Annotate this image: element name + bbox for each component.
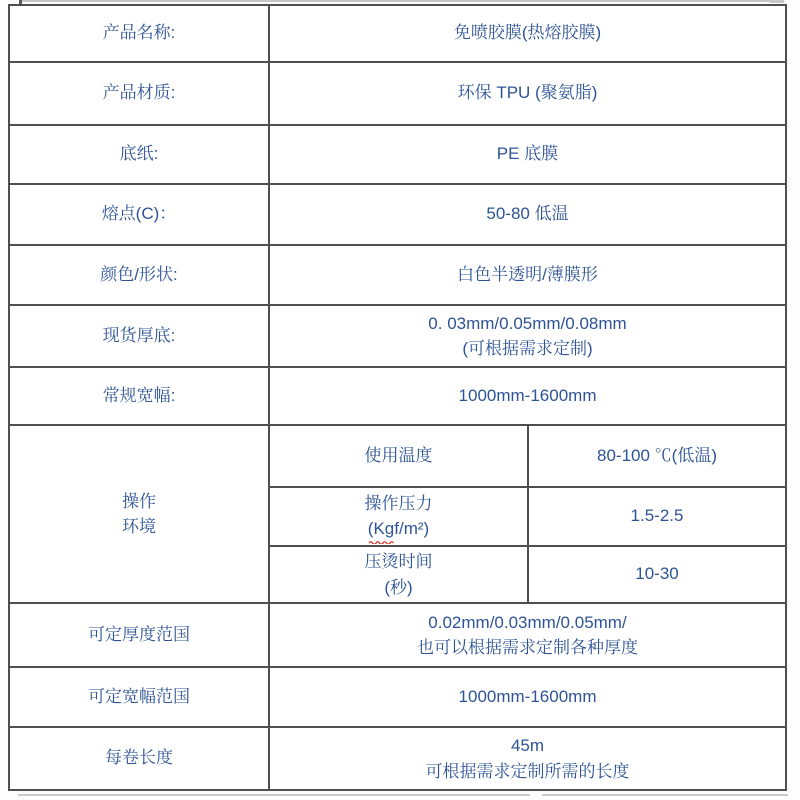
table-row-material xyxy=(9,62,786,125)
table-row-color-shape xyxy=(9,245,786,305)
table-row-custom-thickness xyxy=(9,603,786,667)
label-cell: 产品材质: xyxy=(9,62,269,125)
label-cell: 底纸: xyxy=(9,125,269,184)
label-cell: 产品名称: xyxy=(9,5,269,62)
value-cell: PE 底膜 xyxy=(269,125,786,184)
sub-label-cell xyxy=(269,487,528,546)
table-row-operation-temp xyxy=(9,425,786,487)
value-cell: 白色半透明/薄膜形 xyxy=(269,245,786,305)
label-cell: 常规宽幅: xyxy=(9,367,269,425)
cropped-bottom-row-line-right xyxy=(542,794,788,796)
cropped-bottom-row-line-left xyxy=(18,794,530,796)
sub-label-line2: (秒) xyxy=(384,577,413,597)
value-cell xyxy=(269,727,786,790)
product-spec-table xyxy=(8,4,787,791)
label-cell: 可定宽幅范国 xyxy=(9,667,269,727)
table-row-product-name xyxy=(9,5,786,62)
label-cell: 熔点(C)： xyxy=(9,184,269,245)
value-line1: 45m xyxy=(510,736,545,755)
value-cell: 50-80 低温 xyxy=(269,184,786,245)
value-line2: 也可以根据需求定制各种厚度 xyxy=(417,638,638,657)
value-cell: 1000mm-1600mm xyxy=(269,367,786,425)
sub-label-cell xyxy=(269,546,528,603)
table-row-custom-width xyxy=(9,667,786,727)
sub-label-line1: 操作压力 xyxy=(364,493,433,513)
sub-label-line2: (Kgf/m²) xyxy=(367,519,430,539)
value-line1: 0.02mm/0.03mm/0.05mm/ xyxy=(428,612,627,632)
operation-env-label-cell xyxy=(9,425,269,603)
label-cell: 现货厚底: xyxy=(9,305,269,367)
cropped-top-row-line xyxy=(22,0,782,2)
label-cell: 可定厚度范国 xyxy=(9,603,269,667)
table-row-base-paper xyxy=(9,125,786,184)
table-row-roll-length xyxy=(9,727,786,790)
value-line2: (可根据需求定制) xyxy=(462,339,593,358)
sub-label-cell: 使用温度 xyxy=(269,425,528,487)
value-line1: 0. 03mm/0.05mm/0.08mm xyxy=(428,313,627,333)
top-right-crop-artifact xyxy=(770,0,784,3)
operation-label-line1: 操作 xyxy=(122,491,156,511)
table-row-stock-thickness xyxy=(9,305,786,367)
sub-value-cell: 10-30 xyxy=(528,546,786,603)
sub-label-line1: 压烫时间 xyxy=(364,552,433,571)
value-line2: 可根据需求定制所需的长度 xyxy=(425,761,630,781)
value-cell: 1000mm-1600mm xyxy=(269,667,786,727)
table-row-melting-point xyxy=(9,184,786,245)
value-cell xyxy=(269,305,786,367)
spellcheck-squiggle-icon xyxy=(368,540,396,544)
value-cell: 环保 TPU (聚氨脂) xyxy=(269,62,786,125)
value-cell: 免喷胶膜(热熔胶膜) xyxy=(269,5,786,62)
operation-label-line2: 环境 xyxy=(122,517,156,536)
sub-value-cell: 1.5-2.5 xyxy=(528,487,786,546)
value-cell xyxy=(269,603,786,667)
label-cell: 每卷长度 xyxy=(9,727,269,790)
sub-value-cell: 80-100 ℃(低温) xyxy=(528,425,786,487)
label-cell: 颜色/形状: xyxy=(9,245,269,305)
table-row-standard-width xyxy=(9,367,786,425)
